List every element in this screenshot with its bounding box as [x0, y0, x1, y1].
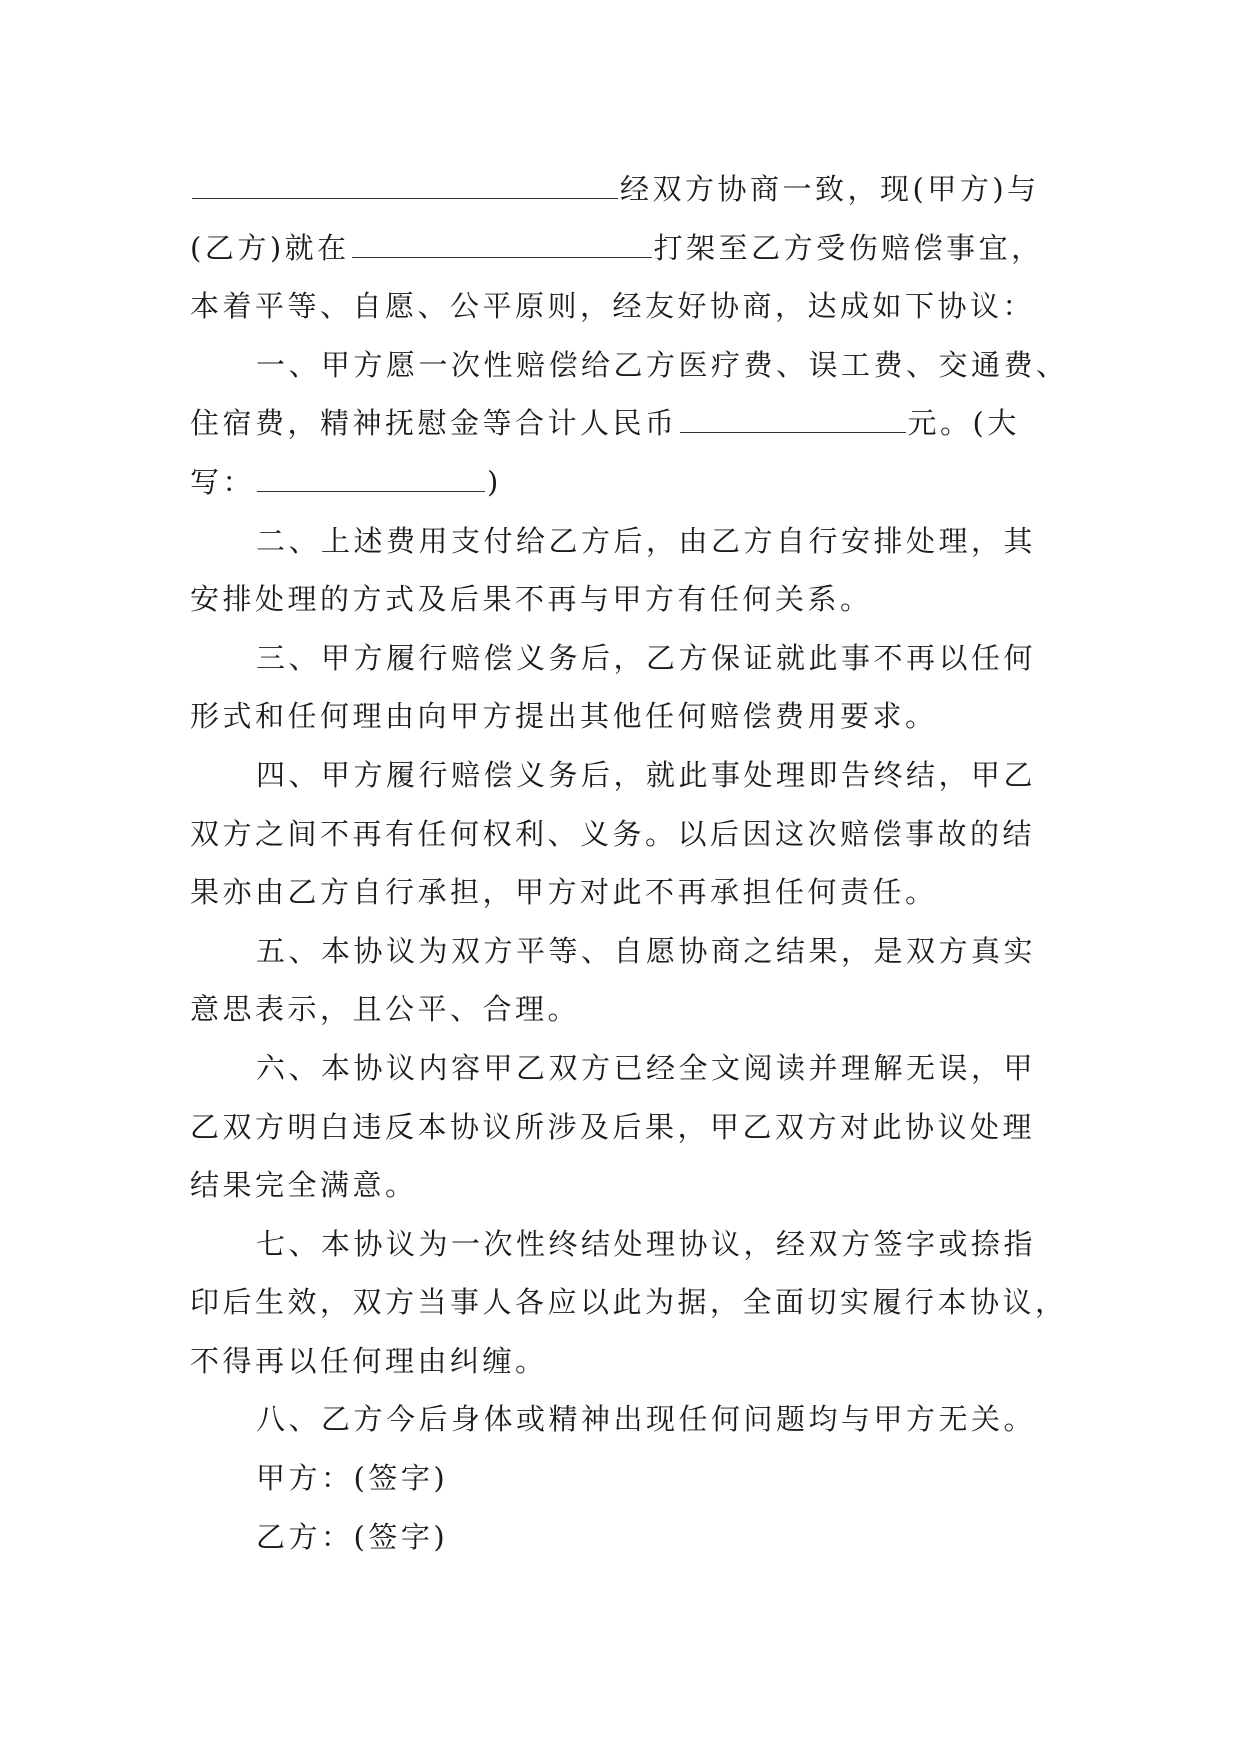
agreement-document: [190, 160, 1069, 1566]
signature-party-b: 乙方：(签字): [256, 1519, 449, 1554]
clause-7-line-1: 七、本协议为一次性终结处理协议，经双方签字或捺指: [256, 1226, 1037, 1261]
clause-1-text-2b: 元。(大: [907, 406, 1020, 441]
clause-4-line-3: 果亦由乙方自行承担，甲方对此不再承担任何责任。: [190, 875, 938, 910]
clause-6-line-2: 乙双方明白违反本协议所涉及后果，甲乙双方对此协议处理: [190, 1109, 1036, 1144]
clause-3-line-2: 形式和任何理由向甲方提出其他任何赔偿费用要求。: [190, 699, 938, 734]
intro-text-1: 经双方协商一致，现(甲方)与: [620, 172, 1040, 206]
intro-text-2b: 打架至乙方受伤赔偿事宜，: [653, 230, 1044, 265]
clause-6-line-3: 结果完全满意。: [190, 1168, 418, 1203]
clause-3-line-1: 三、甲方履行赔偿义务后，乙方保证就此事不再以任何: [256, 640, 1037, 675]
clause-1-line-1: 一、甲方愿一次性赔偿给乙方医疗费、误工费、交通费、: [256, 347, 1069, 382]
clause-1-text-2a: 住宿费，精神抚慰金等合计人民币: [190, 406, 678, 441]
clause-1-line-2: [190, 394, 1060, 453]
clause-2-line-2: 安排处理的方式及后果不再与甲方有任何关系。: [190, 582, 873, 617]
clause-1-text-3a: 写：: [190, 464, 256, 499]
intro-line-3: 本着平等、自愿、公平原则，经友好协商，达成如下协议：: [190, 289, 1036, 324]
clause-4-line-2: 双方之间不再有任何权利、义务。以后因这次赔偿事故的结: [190, 816, 1036, 851]
clause-5-line-2: 意思表示，且公平、合理。: [190, 992, 581, 1027]
clause-5-line-1: 五、本协议为双方平等、自愿协商之结果，是双方真实: [256, 933, 1037, 968]
clause-2-line-1: 二、上述费用支付给乙方后，由乙方自行安排处理，其: [256, 523, 1037, 558]
intro-line-2: [190, 219, 1060, 278]
clause-1-text-3b: ): [487, 464, 502, 499]
blank-parties-field[interactable]: [192, 168, 618, 199]
blank-amount-field[interactable]: [680, 402, 906, 433]
clause-4-line-1: 四、甲方履行赔偿义务后，就此事处理即告终结，甲乙: [256, 757, 1037, 792]
clause-8-line-1: 八、乙方今后身体或精神出现任何问题均与甲方无关。: [256, 1402, 1037, 1437]
clause-6-line-1: 六、本协议内容甲乙双方已经全文阅读并理解无误，甲: [256, 1050, 1037, 1085]
clause-1-line-3: [190, 453, 1060, 512]
intro-text-2a: (乙方)就在: [190, 230, 350, 265]
intro-line-1: [190, 160, 1060, 219]
blank-place-field[interactable]: [352, 227, 652, 258]
signature-party-a: 甲方：(签字): [256, 1461, 449, 1496]
blank-amount-capital-field[interactable]: [257, 461, 485, 492]
clause-7-line-2: 印后生效，双方当事人各应以此为据，全面切实履行本协议，: [190, 1285, 1068, 1320]
clause-7-line-3: 不得再以任何理由纠缠。: [190, 1343, 548, 1378]
